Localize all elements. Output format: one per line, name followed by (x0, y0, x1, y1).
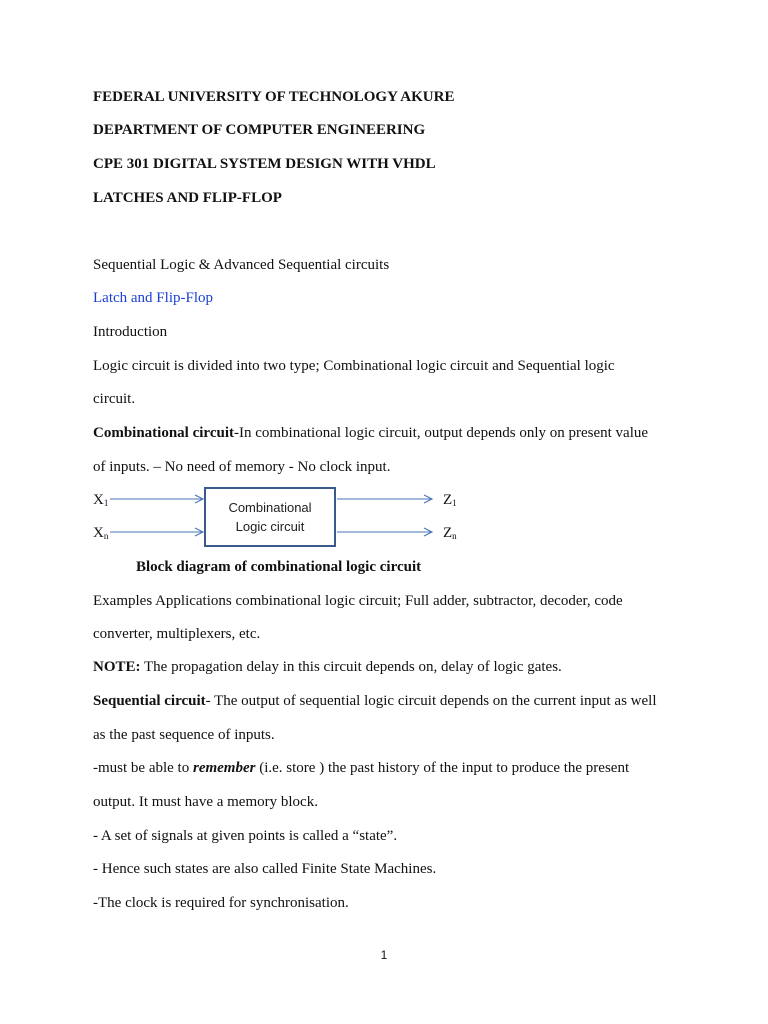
output-label-z1: $Z_1$ (443, 492, 457, 508)
examples-line1: Examples Applications combinational logic circuit; Full adder, subtractor, decoder, code (93, 593, 623, 609)
examples-line2: converter, multiplexers, etc. (93, 626, 261, 642)
sequential-definition-line1 (93, 692, 657, 710)
sequential-definition-text: - The output of sequential logic circuit depends on the current input as well (205, 693, 657, 709)
intro-paragraph-line1: Logic circuit is divided into two type; Combinational logic circuit and Sequential logic (93, 358, 615, 374)
section-subtitle: Sequential Logic & Advanced Sequential circuits (93, 257, 390, 273)
state-line: - A set of signals at given points is called a “state”. (93, 828, 398, 844)
combinational-term: Combinational circuit (93, 425, 234, 441)
university-title: FEDERAL UNIVERSITY OF TECHNOLOGY AKURE (93, 89, 455, 105)
fsm-line: - Hence such states are also called Finite State Machines. (93, 861, 437, 877)
output-label-zn: $Z_n$ (443, 525, 457, 541)
page-number: 1 (380, 948, 388, 962)
remember-line: -must be able to remember (i.e. store ) the past history of the input to produce the present (93, 760, 630, 776)
note-label: NOTE: (93, 659, 141, 675)
note-text: The propagation delay in this circuit depends on, delay of logic gates. (140, 659, 562, 675)
combinational-definition-line2: of inputs. – No need of memory - No clock input. (93, 459, 391, 475)
remember-emphasis: remember (192, 760, 256, 776)
input-label-x1: $X_1$ (93, 492, 109, 508)
block-label-line2: Logic circuit (235, 519, 305, 534)
introduction-heading: Introduction (93, 324, 168, 340)
clock-line: -The clock is required for synchronisation. (93, 895, 349, 911)
combinational-definition-line1 (93, 424, 648, 442)
input-label-xn: $X_n$ (93, 525, 109, 541)
latch-flipflop-link[interactable]: Latch and Flip-Flop (93, 290, 213, 306)
diagram-caption: Block diagram of combinational logic circuit (136, 559, 422, 575)
note-paragraph (93, 658, 562, 676)
memory-line: output. It must have a memory block. (93, 794, 318, 810)
department-title: DEPARTMENT OF COMPUTER ENGINEERING (93, 122, 426, 138)
intro-paragraph-line2: circuit. (93, 391, 136, 407)
block-label-line1: Combinational (228, 500, 312, 515)
sequential-term: Sequential circuit (93, 693, 206, 709)
course-title: CPE 301 DIGITAL SYSTEM DESIGN WITH VHDL (93, 156, 436, 172)
combinational-definition-text: -In combinational logic circuit, output depends only on present value (233, 425, 649, 441)
topic-title: LATCHES AND FLIP-FLOP (93, 190, 282, 206)
combinational-logic-block (204, 487, 336, 547)
sequential-definition-line2: as the past sequence of inputs. (93, 727, 275, 743)
